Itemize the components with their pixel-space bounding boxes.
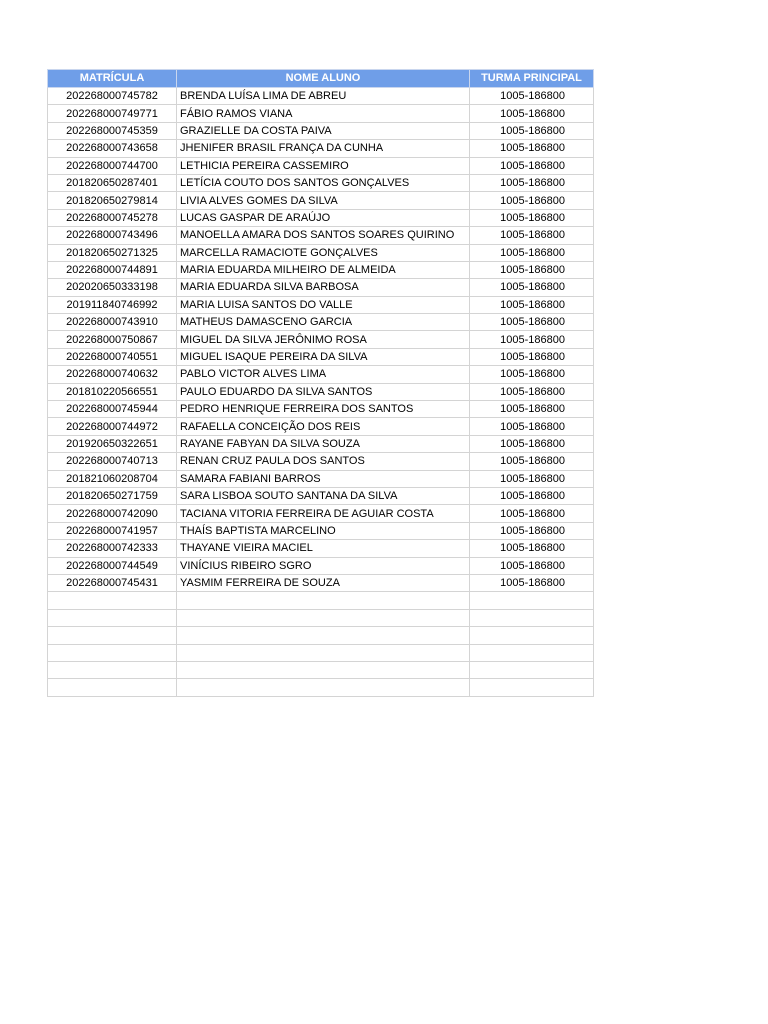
cell-turma-principal[interactable]: 1005-186800 (470, 505, 594, 522)
header-nome-aluno[interactable]: NOME ALUNO (177, 70, 470, 88)
cell-matricula[interactable]: 202268000743658 (48, 140, 177, 157)
cell-nome-aluno[interactable]: MARIA EDUARDA MILHEIRO DE ALMEIDA (177, 261, 470, 278)
cell-turma-principal[interactable]: 1005-186800 (470, 279, 594, 296)
cell-nome-aluno[interactable]: SAMARA FABIANI BARROS (177, 470, 470, 487)
cell-matricula[interactable]: 201911840746992 (48, 296, 177, 313)
cell-matricula[interactable] (48, 627, 177, 644)
table-row (48, 140, 594, 157)
cell-nome-aluno[interactable]: SARA LISBOA SOUTO SANTANA DA SILVA (177, 487, 470, 504)
cell-turma-principal[interactable] (470, 627, 594, 644)
table-row (48, 487, 594, 504)
header-row (48, 70, 594, 88)
cell-turma-principal[interactable]: 1005-186800 (470, 227, 594, 244)
table-row (48, 88, 594, 105)
cell-nome-aluno[interactable]: MARIA EDUARDA SILVA BARBOSA (177, 279, 470, 296)
cell-turma-principal[interactable]: 1005-186800 (470, 383, 594, 400)
cell-turma-principal[interactable]: 1005-186800 (470, 140, 594, 157)
cell-nome-aluno[interactable] (177, 609, 470, 626)
cell-matricula[interactable]: 202268000749771 (48, 105, 177, 122)
cell-nome-aluno[interactable]: LETHICIA PEREIRA CASSEMIRO (177, 157, 470, 174)
cell-matricula[interactable]: 202268000740551 (48, 348, 177, 365)
cell-nome-aluno[interactable]: PEDRO HENRIQUE FERREIRA DOS SANTOS (177, 401, 470, 418)
cell-turma-principal[interactable]: 1005-186800 (470, 122, 594, 139)
cell-turma-principal[interactable] (470, 661, 594, 678)
cell-turma-principal[interactable]: 1005-186800 (470, 209, 594, 226)
cell-turma-principal[interactable]: 1005-186800 (470, 296, 594, 313)
table-row (48, 244, 594, 261)
table-row (48, 644, 594, 661)
cell-turma-principal[interactable]: 1005-186800 (470, 174, 594, 191)
cell-matricula[interactable]: 201820650279814 (48, 192, 177, 209)
table-row (48, 435, 594, 452)
cell-nome-aluno[interactable]: FÁBIO RAMOS VIANA (177, 105, 470, 122)
cell-matricula[interactable]: 201820650271759 (48, 487, 177, 504)
cell-matricula[interactable]: 202268000745359 (48, 122, 177, 139)
table-row (48, 296, 594, 313)
table-row (48, 157, 594, 174)
cell-turma-principal[interactable] (470, 644, 594, 661)
cell-turma-principal[interactable]: 1005-186800 (470, 435, 594, 452)
table-row (48, 348, 594, 365)
cell-nome-aluno[interactable]: BRENDA LUÍSA LIMA DE ABREU (177, 88, 470, 105)
cell-nome-aluno[interactable]: LUCAS GASPAR DE ARAÚJO (177, 209, 470, 226)
table-row (48, 609, 594, 626)
cell-matricula[interactable]: 201821060208704 (48, 470, 177, 487)
cell-nome-aluno[interactable]: MIGUEL ISAQUE PEREIRA DA SILVA (177, 348, 470, 365)
cell-matricula[interactable]: 202268000745278 (48, 209, 177, 226)
cell-matricula[interactable] (48, 644, 177, 661)
table-row (48, 227, 594, 244)
cell-turma-principal[interactable]: 1005-186800 (470, 366, 594, 383)
cell-nome-aluno[interactable]: TACIANA VITORIA FERREIRA DE AGUIAR COSTA (177, 505, 470, 522)
cell-nome-aluno[interactable]: PAULO EDUARDO DA SILVA SANTOS (177, 383, 470, 400)
cell-nome-aluno[interactable]: MARIA LUISA SANTOS DO VALLE (177, 296, 470, 313)
table-row (48, 453, 594, 470)
cell-matricula[interactable]: 202268000744972 (48, 418, 177, 435)
cell-turma-principal[interactable]: 1005-186800 (470, 88, 594, 105)
cell-matricula[interactable]: 202268000744891 (48, 261, 177, 278)
cell-turma-principal[interactable]: 1005-186800 (470, 157, 594, 174)
cell-nome-aluno[interactable] (177, 592, 470, 609)
table-row (48, 522, 594, 539)
table-row (48, 383, 594, 400)
cell-turma-principal[interactable]: 1005-186800 (470, 453, 594, 470)
cell-turma-principal[interactable] (470, 679, 594, 696)
cell-turma-principal[interactable]: 1005-186800 (470, 470, 594, 487)
cell-nome-aluno[interactable]: VINÍCIUS RIBEIRO SGRO (177, 557, 470, 574)
cell-matricula[interactable]: 202268000744700 (48, 157, 177, 174)
cell-matricula[interactable]: 202268000742090 (48, 505, 177, 522)
cell-nome-aluno[interactable]: YASMIM FERREIRA DE SOUZA (177, 574, 470, 591)
header-matricula[interactable]: MATRÍCULA (48, 70, 177, 88)
cell-matricula[interactable]: 202268000742333 (48, 540, 177, 557)
cell-matricula[interactable]: 201920650322651 (48, 435, 177, 452)
cell-nome-aluno[interactable]: LETÍCIA COUTO DOS SANTOS GONÇALVES (177, 174, 470, 191)
table-row (48, 679, 594, 696)
cell-nome-aluno[interactable]: JHENIFER BRASIL FRANÇA DA CUNHA (177, 140, 470, 157)
table-row (48, 540, 594, 557)
table-row (48, 557, 594, 574)
table-row (48, 505, 594, 522)
cell-turma-principal[interactable]: 1005-186800 (470, 261, 594, 278)
table-row (48, 105, 594, 122)
table-row (48, 366, 594, 383)
cell-turma-principal[interactable]: 1005-186800 (470, 557, 594, 574)
cell-turma-principal[interactable]: 1005-186800 (470, 522, 594, 539)
table-row (48, 261, 594, 278)
cell-nome-aluno[interactable]: THAÍS BAPTISTA MARCELINO (177, 522, 470, 539)
table-row (48, 314, 594, 331)
cell-matricula[interactable]: 202268000745944 (48, 401, 177, 418)
cell-matricula[interactable]: 201820650287401 (48, 174, 177, 191)
table-row (48, 192, 594, 209)
student-sheet (47, 69, 594, 697)
cell-matricula[interactable]: 202268000744549 (48, 557, 177, 574)
cell-matricula[interactable]: 202268000740713 (48, 453, 177, 470)
student-table (47, 69, 594, 697)
cell-nome-aluno[interactable]: RAFAELLA CONCEIÇÃO DOS REIS (177, 418, 470, 435)
table-row (48, 401, 594, 418)
table-row (48, 418, 594, 435)
cell-matricula[interactable]: 201810220566551 (48, 383, 177, 400)
cell-matricula[interactable] (48, 661, 177, 678)
table-row (48, 627, 594, 644)
table-row (48, 592, 594, 609)
table-row (48, 470, 594, 487)
cell-nome-aluno[interactable]: PABLO VICTOR ALVES LIMA (177, 366, 470, 383)
cell-turma-principal[interactable]: 1005-186800 (470, 314, 594, 331)
cell-matricula[interactable]: 201820650271325 (48, 244, 177, 261)
table-row (48, 574, 594, 591)
cell-turma-principal[interactable]: 1005-186800 (470, 105, 594, 122)
cell-matricula[interactable]: 202268000743910 (48, 314, 177, 331)
cell-turma-principal[interactable]: 1005-186800 (470, 401, 594, 418)
cell-nome-aluno[interactable] (177, 627, 470, 644)
cell-matricula[interactable] (48, 609, 177, 626)
cell-nome-aluno[interactable]: RAYANE FABYAN DA SILVA SOUZA (177, 435, 470, 452)
cell-turma-principal[interactable]: 1005-186800 (470, 244, 594, 261)
table-row (48, 174, 594, 191)
cell-matricula[interactable]: 202268000745431 (48, 574, 177, 591)
table-row (48, 331, 594, 348)
cell-matricula[interactable]: 202268000745782 (48, 88, 177, 105)
table-row (48, 279, 594, 296)
cell-turma-principal[interactable]: 1005-186800 (470, 418, 594, 435)
table-row (48, 209, 594, 226)
cell-nome-aluno[interactable]: LIVIA ALVES GOMES DA SILVA (177, 192, 470, 209)
cell-nome-aluno[interactable]: GRAZIELLE DA COSTA PAIVA (177, 122, 470, 139)
cell-nome-aluno[interactable]: THAYANE VIEIRA MACIEL (177, 540, 470, 557)
cell-nome-aluno[interactable]: MANOELLA AMARA DOS SANTOS SOARES QUIRINO (177, 227, 470, 244)
cell-nome-aluno[interactable] (177, 661, 470, 678)
cell-turma-principal[interactable]: 1005-186800 (470, 540, 594, 557)
cell-matricula[interactable] (48, 679, 177, 696)
cell-nome-aluno[interactable]: MIGUEL DA SILVA JERÔNIMO ROSA (177, 331, 470, 348)
cell-turma-principal[interactable]: 1005-186800 (470, 348, 594, 365)
cell-matricula[interactable] (48, 592, 177, 609)
cell-turma-principal[interactable] (470, 592, 594, 609)
cell-turma-principal[interactable]: 1005-186800 (470, 574, 594, 591)
header-turma-principal[interactable]: TURMA PRINCIPAL (470, 70, 594, 88)
cell-nome-aluno[interactable] (177, 679, 470, 696)
cell-turma-principal[interactable] (470, 609, 594, 626)
cell-turma-principal[interactable]: 1005-186800 (470, 487, 594, 504)
cell-nome-aluno[interactable]: RENAN CRUZ PAULA DOS SANTOS (177, 453, 470, 470)
cell-nome-aluno[interactable] (177, 644, 470, 661)
cell-nome-aluno[interactable]: MARCELLA RAMACIOTE GONÇALVES (177, 244, 470, 261)
cell-turma-principal[interactable]: 1005-186800 (470, 192, 594, 209)
cell-matricula[interactable]: 202268000741957 (48, 522, 177, 539)
table-row (48, 661, 594, 678)
table-body (48, 88, 594, 697)
cell-matricula[interactable]: 202268000740632 (48, 366, 177, 383)
cell-matricula[interactable]: 202020650333198 (48, 279, 177, 296)
cell-matricula[interactable]: 202268000743496 (48, 227, 177, 244)
cell-nome-aluno[interactable]: MATHEUS DAMASCENO GARCIA (177, 314, 470, 331)
cell-matricula[interactable]: 202268000750867 (48, 331, 177, 348)
table-row (48, 122, 594, 139)
cell-turma-principal[interactable]: 1005-186800 (470, 331, 594, 348)
